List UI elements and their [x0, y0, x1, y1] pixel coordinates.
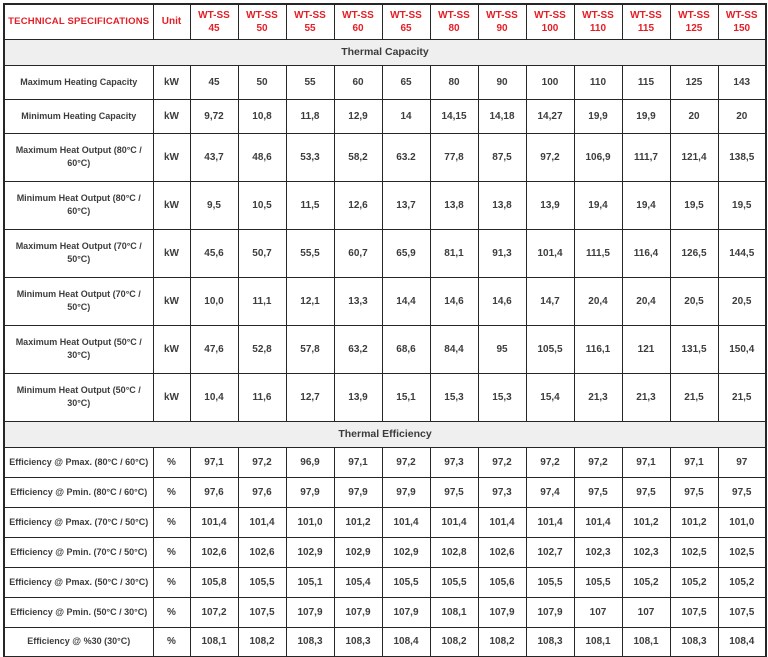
value-cell: 50,7 — [238, 229, 286, 277]
value-cell: 105,6 — [478, 567, 526, 597]
value-cell: 97,3 — [478, 477, 526, 507]
value-cell: 97,5 — [670, 477, 718, 507]
value-cell: 97,5 — [574, 477, 622, 507]
value-cell: 102,9 — [286, 537, 334, 567]
row-unit: % — [153, 447, 190, 477]
value-cell: 107,9 — [526, 597, 574, 627]
value-cell: 121,4 — [670, 133, 718, 181]
value-cell: 107,9 — [286, 597, 334, 627]
value-cell: 105,5 — [430, 567, 478, 597]
table-row — [4, 373, 766, 421]
value-cell: 125 — [670, 65, 718, 99]
value-cell: 19,5 — [670, 181, 718, 229]
row-label: Minimum Heat Output (80°C / 60°C) — [4, 181, 153, 229]
row-unit: kW — [153, 373, 190, 421]
value-cell: 102,6 — [238, 537, 286, 567]
value-cell: 106,9 — [574, 133, 622, 181]
value-cell: 55,5 — [286, 229, 334, 277]
value-cell: 15,1 — [382, 373, 430, 421]
table-row — [4, 627, 766, 657]
value-cell: 87,5 — [478, 133, 526, 181]
header-row — [4, 4, 766, 39]
value-cell: 97,4 — [526, 477, 574, 507]
value-cell: 108,1 — [574, 627, 622, 657]
row-unit: % — [153, 627, 190, 657]
value-cell: 111,5 — [574, 229, 622, 277]
column-header-wt-ss-80: WT-SS 80 — [430, 4, 478, 39]
table-row — [4, 537, 766, 567]
value-cell: 9,5 — [190, 181, 238, 229]
value-cell: 101,2 — [670, 507, 718, 537]
value-cell: 97 — [718, 447, 766, 477]
value-cell: 102,6 — [478, 537, 526, 567]
table-row — [4, 181, 766, 229]
value-cell: 105,5 — [382, 567, 430, 597]
value-cell: 84,4 — [430, 325, 478, 373]
value-cell: 65,9 — [382, 229, 430, 277]
table-row — [4, 567, 766, 597]
value-cell: 97,9 — [334, 477, 382, 507]
row-label: Efficiency @ Pmax. (50°C / 30°C) — [4, 567, 153, 597]
value-cell: 21,3 — [622, 373, 670, 421]
value-cell: 97,2 — [526, 447, 574, 477]
value-cell: 97,5 — [718, 477, 766, 507]
value-cell: 14,6 — [430, 277, 478, 325]
row-unit: % — [153, 597, 190, 627]
value-cell: 97,1 — [190, 447, 238, 477]
value-cell: 60,7 — [334, 229, 382, 277]
value-cell: 107,9 — [478, 597, 526, 627]
value-cell: 60 — [334, 65, 382, 99]
table-row — [4, 133, 766, 181]
value-cell: 13,8 — [478, 181, 526, 229]
value-cell: 107,9 — [382, 597, 430, 627]
value-cell: 121 — [622, 325, 670, 373]
value-cell: 14,18 — [478, 99, 526, 133]
value-cell: 107,5 — [238, 597, 286, 627]
table-row — [4, 597, 766, 627]
value-cell: 102,6 — [190, 537, 238, 567]
value-cell: 9,72 — [190, 99, 238, 133]
value-cell: 105,5 — [526, 567, 574, 597]
value-cell: 13,7 — [382, 181, 430, 229]
value-cell: 97,5 — [622, 477, 670, 507]
table-row — [4, 507, 766, 537]
value-cell: 55 — [286, 65, 334, 99]
value-cell: 15,3 — [430, 373, 478, 421]
value-cell: 11,1 — [238, 277, 286, 325]
column-header-wt-ss-55: WT-SS 55 — [286, 4, 334, 39]
value-cell: 13,8 — [430, 181, 478, 229]
value-cell: 19,9 — [622, 99, 670, 133]
value-cell: 105,2 — [718, 567, 766, 597]
value-cell: 97,3 — [430, 447, 478, 477]
value-cell: 97,6 — [190, 477, 238, 507]
column-header-wt-ss-50: WT-SS 50 — [238, 4, 286, 39]
value-cell: 107 — [574, 597, 622, 627]
row-label: Efficiency @ Pmax. (80°C / 60°C) — [4, 447, 153, 477]
value-cell: 95 — [478, 325, 526, 373]
value-cell: 108,3 — [670, 627, 718, 657]
value-cell: 68,6 — [382, 325, 430, 373]
value-cell: 110 — [574, 65, 622, 99]
column-header-wt-ss-60: WT-SS 60 — [334, 4, 382, 39]
value-cell: 108,1 — [190, 627, 238, 657]
value-cell: 108,4 — [718, 627, 766, 657]
value-cell: 45 — [190, 65, 238, 99]
table-row — [4, 99, 766, 133]
value-cell: 97,1 — [622, 447, 670, 477]
value-cell: 131,5 — [670, 325, 718, 373]
row-unit: kW — [153, 277, 190, 325]
value-cell: 50 — [238, 65, 286, 99]
value-cell: 63.2 — [382, 133, 430, 181]
value-cell: 143 — [718, 65, 766, 99]
value-cell: 13,9 — [334, 373, 382, 421]
value-cell: 14,4 — [382, 277, 430, 325]
column-header-wt-ss-100: WT-SS 100 — [526, 4, 574, 39]
value-cell: 138,5 — [718, 133, 766, 181]
value-cell: 108,4 — [382, 627, 430, 657]
value-cell: 102,5 — [670, 537, 718, 567]
value-cell: 45,6 — [190, 229, 238, 277]
value-cell: 116,1 — [574, 325, 622, 373]
value-cell: 108,3 — [334, 627, 382, 657]
value-cell: 107,2 — [190, 597, 238, 627]
value-cell: 20,4 — [622, 277, 670, 325]
value-cell: 97,2 — [478, 447, 526, 477]
table-row — [4, 447, 766, 477]
value-cell: 97,2 — [238, 447, 286, 477]
row-label: Efficiency @ %30 (30°C) — [4, 627, 153, 657]
row-unit: kW — [153, 133, 190, 181]
value-cell: 97,2 — [526, 133, 574, 181]
value-cell: 21,3 — [574, 373, 622, 421]
value-cell: 14 — [382, 99, 430, 133]
value-cell: 144,5 — [718, 229, 766, 277]
value-cell: 12,7 — [286, 373, 334, 421]
row-label: Maximum Heat Output (80°C / 60°C) — [4, 133, 153, 181]
row-label: Maximum Heat Output (50°C / 30°C) — [4, 325, 153, 373]
value-cell: 101,2 — [622, 507, 670, 537]
value-cell: 19,5 — [718, 181, 766, 229]
value-cell: 10,5 — [238, 181, 286, 229]
row-label: Efficiency @ Pmax. (70°C / 50°C) — [4, 507, 153, 537]
value-cell: 108,2 — [478, 627, 526, 657]
spec-table-body — [4, 39, 766, 657]
value-cell: 108,1 — [430, 597, 478, 627]
table-title: TECHNICAL SPECIFICATIONS — [4, 4, 153, 39]
value-cell: 81,1 — [430, 229, 478, 277]
value-cell: 52,8 — [238, 325, 286, 373]
column-header-wt-ss-150: WT-SS 150 — [718, 4, 766, 39]
value-cell: 108,2 — [430, 627, 478, 657]
value-cell: 10,4 — [190, 373, 238, 421]
table-row — [4, 477, 766, 507]
value-cell: 107,5 — [670, 597, 718, 627]
value-cell: 97,5 — [430, 477, 478, 507]
value-cell: 105,5 — [238, 567, 286, 597]
row-label: Minimum Heat Output (50°C / 30°C) — [4, 373, 153, 421]
value-cell: 105,5 — [574, 567, 622, 597]
value-cell: 20 — [718, 99, 766, 133]
value-cell: 53,3 — [286, 133, 334, 181]
value-cell: 102,9 — [334, 537, 382, 567]
value-cell: 105,1 — [286, 567, 334, 597]
table-row — [4, 325, 766, 373]
value-cell: 105,5 — [526, 325, 574, 373]
value-cell: 102,9 — [382, 537, 430, 567]
value-cell: 20,5 — [718, 277, 766, 325]
column-header-wt-ss-90: WT-SS 90 — [478, 4, 526, 39]
value-cell: 97,9 — [382, 477, 430, 507]
column-header-wt-ss-125: WT-SS 125 — [670, 4, 718, 39]
value-cell: 97,1 — [670, 447, 718, 477]
value-cell: 20,5 — [670, 277, 718, 325]
value-cell: 43,7 — [190, 133, 238, 181]
value-cell: 102,3 — [574, 537, 622, 567]
row-unit: kW — [153, 65, 190, 99]
value-cell: 12,1 — [286, 277, 334, 325]
value-cell: 14,6 — [478, 277, 526, 325]
value-cell: 12,6 — [334, 181, 382, 229]
value-cell: 101,4 — [382, 507, 430, 537]
row-unit: % — [153, 507, 190, 537]
value-cell: 101,2 — [334, 507, 382, 537]
value-cell: 101,4 — [430, 507, 478, 537]
row-label: Minimum Heating Capacity — [4, 99, 153, 133]
value-cell: 97,2 — [382, 447, 430, 477]
section-header-row — [4, 421, 766, 447]
value-cell: 13,9 — [526, 181, 574, 229]
column-header-wt-ss-65: WT-SS 65 — [382, 4, 430, 39]
value-cell: 80 — [430, 65, 478, 99]
value-cell: 77,8 — [430, 133, 478, 181]
value-cell: 48,6 — [238, 133, 286, 181]
row-label: Minimum Heat Output (70°C / 50°C) — [4, 277, 153, 325]
table-row — [4, 65, 766, 99]
value-cell: 10,0 — [190, 277, 238, 325]
row-unit: % — [153, 477, 190, 507]
value-cell: 102,5 — [718, 537, 766, 567]
value-cell: 101,4 — [190, 507, 238, 537]
row-label: Efficiency @ Pmin. (50°C / 30°C) — [4, 597, 153, 627]
value-cell: 107 — [622, 597, 670, 627]
value-cell: 21,5 — [718, 373, 766, 421]
value-cell: 65 — [382, 65, 430, 99]
row-label: Maximum Heating Capacity — [4, 65, 153, 99]
column-header-wt-ss-110: WT-SS 110 — [574, 4, 622, 39]
table-row — [4, 229, 766, 277]
value-cell: 97,2 — [574, 447, 622, 477]
value-cell: 108,1 — [622, 627, 670, 657]
value-cell: 90 — [478, 65, 526, 99]
value-cell: 11,6 — [238, 373, 286, 421]
value-cell: 108,3 — [526, 627, 574, 657]
value-cell: 101,4 — [238, 507, 286, 537]
row-unit: kW — [153, 181, 190, 229]
value-cell: 116,4 — [622, 229, 670, 277]
value-cell: 97,6 — [238, 477, 286, 507]
value-cell: 105,4 — [334, 567, 382, 597]
value-cell: 126,5 — [670, 229, 718, 277]
value-cell: 12,9 — [334, 99, 382, 133]
value-cell: 107,5 — [718, 597, 766, 627]
value-cell: 15,4 — [526, 373, 574, 421]
value-cell: 101,4 — [478, 507, 526, 537]
value-cell: 11,5 — [286, 181, 334, 229]
value-cell: 150,4 — [718, 325, 766, 373]
value-cell: 91,3 — [478, 229, 526, 277]
row-label: Maximum Heat Output (70°C / 50°C) — [4, 229, 153, 277]
value-cell: 13,3 — [334, 277, 382, 325]
value-cell: 101,0 — [718, 507, 766, 537]
value-cell: 21,5 — [670, 373, 718, 421]
value-cell: 14,27 — [526, 99, 574, 133]
value-cell: 15,3 — [478, 373, 526, 421]
value-cell: 101,0 — [286, 507, 334, 537]
value-cell: 102,7 — [526, 537, 574, 567]
row-unit: kW — [153, 229, 190, 277]
table-row — [4, 277, 766, 325]
value-cell: 97,9 — [286, 477, 334, 507]
value-cell: 108,2 — [238, 627, 286, 657]
value-cell: 14,7 — [526, 277, 574, 325]
value-cell: 14,15 — [430, 99, 478, 133]
value-cell: 105,2 — [622, 567, 670, 597]
row-unit: kW — [153, 325, 190, 373]
section-header-row — [4, 39, 766, 65]
value-cell: 105,8 — [190, 567, 238, 597]
row-unit: kW — [153, 99, 190, 133]
value-cell: 101,4 — [526, 507, 574, 537]
value-cell: 108,3 — [286, 627, 334, 657]
value-cell: 47,6 — [190, 325, 238, 373]
value-cell: 63,2 — [334, 325, 382, 373]
value-cell: 19,4 — [574, 181, 622, 229]
value-cell: 97,1 — [334, 447, 382, 477]
section-title: Thermal Efficiency — [4, 421, 766, 447]
value-cell: 11,8 — [286, 99, 334, 133]
value-cell: 102,3 — [622, 537, 670, 567]
value-cell: 10,8 — [238, 99, 286, 133]
row-label: Efficiency @ Pmin. (70°C / 50°C) — [4, 537, 153, 567]
section-title: Thermal Capacity — [4, 39, 766, 65]
spec-table — [3, 3, 767, 657]
row-unit: % — [153, 537, 190, 567]
value-cell: 20,4 — [574, 277, 622, 325]
value-cell: 111,7 — [622, 133, 670, 181]
value-cell: 96,9 — [286, 447, 334, 477]
unit-column-header: Unit — [153, 4, 190, 39]
value-cell: 20 — [670, 99, 718, 133]
value-cell: 107,9 — [334, 597, 382, 627]
value-cell: 19,9 — [574, 99, 622, 133]
value-cell: 58,2 — [334, 133, 382, 181]
row-unit: % — [153, 567, 190, 597]
value-cell: 100 — [526, 65, 574, 99]
row-label: Efficiency @ Pmin. (80°C / 60°C) — [4, 477, 153, 507]
value-cell: 115 — [622, 65, 670, 99]
value-cell: 101,4 — [526, 229, 574, 277]
column-header-wt-ss-45: WT-SS 45 — [190, 4, 238, 39]
column-header-wt-ss-115: WT-SS 115 — [622, 4, 670, 39]
value-cell: 57,8 — [286, 325, 334, 373]
value-cell: 19,4 — [622, 181, 670, 229]
value-cell: 101,4 — [574, 507, 622, 537]
value-cell: 105,2 — [670, 567, 718, 597]
value-cell: 102,8 — [430, 537, 478, 567]
